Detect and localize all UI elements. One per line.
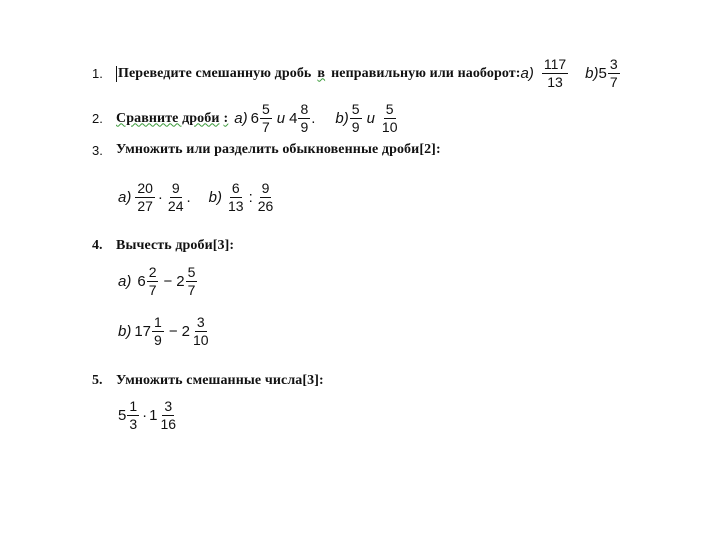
denominator: 7 xyxy=(148,282,157,298)
task-5-whole-2: 1 xyxy=(149,407,158,424)
numerator: 5 xyxy=(351,101,360,117)
numerator: 5 xyxy=(261,101,270,117)
task-1-word-v: в xyxy=(317,65,326,81)
task-2-a-fraction-1 xyxy=(260,101,272,136)
numerator: 1 xyxy=(129,398,138,414)
task-3-b-label: b) xyxy=(208,189,223,206)
task-2-b-fraction-2 xyxy=(380,101,400,136)
task-2-a-whole-1: 6 xyxy=(250,110,259,127)
task-2-text: Сравните дроби xyxy=(116,110,220,126)
task-1 xyxy=(92,56,621,91)
task-3-b-fraction-1 xyxy=(226,180,246,215)
task-3-a-operator: · xyxy=(157,189,163,206)
task-2-number: 2. xyxy=(92,111,103,126)
numerator: 1 xyxy=(154,314,162,330)
task-4-a-fraction-2 xyxy=(186,264,198,299)
denominator: 9 xyxy=(300,119,309,135)
task-2-b-fraction-1 xyxy=(350,101,362,136)
task-3-heading xyxy=(92,142,441,158)
denominator: 26 xyxy=(257,198,274,214)
numerator: 2 xyxy=(148,264,157,280)
task-4-a-whole-2: 2 xyxy=(176,273,185,290)
task-4-b-whole-1: 17 xyxy=(134,323,152,340)
task-4-b-fraction-1 xyxy=(152,314,164,349)
task-4-b-label: b) xyxy=(118,323,132,340)
task-1-b-label: b) xyxy=(585,65,599,82)
task-5-expression xyxy=(118,398,179,433)
task-5-fraction-1 xyxy=(127,398,139,433)
denominator: 9 xyxy=(351,119,360,135)
numerator: 9 xyxy=(261,180,270,196)
denominator: 9 xyxy=(154,332,162,348)
denominator: 3 xyxy=(129,416,138,432)
task-1-b-fraction xyxy=(608,56,620,91)
denominator: 10 xyxy=(381,119,398,135)
task-1-a-fraction xyxy=(542,56,568,91)
task-4-number: 4. xyxy=(92,238,103,253)
task-2-a-fraction-2 xyxy=(298,101,310,136)
task-2-colon: : xyxy=(223,110,229,126)
task-3-b-operator: : xyxy=(248,189,253,206)
denominator: 10 xyxy=(192,332,209,348)
task-1-a-label: a) xyxy=(520,65,534,82)
task-5-whole-1: 5 xyxy=(118,407,127,424)
task-4-a-minus: − xyxy=(163,273,173,290)
task-4-b-expression xyxy=(118,314,212,349)
task-3-b-fraction-2 xyxy=(256,180,276,215)
task-4-a-expression xyxy=(118,264,198,299)
task-2-conjunction-1: и xyxy=(276,110,286,127)
task-3-a-fraction-2 xyxy=(166,180,186,215)
numerator: 3 xyxy=(164,398,173,414)
task-5-number: 5. xyxy=(92,373,103,388)
denominator: 13 xyxy=(547,74,563,90)
task-1-text-2: неправильную или наоборот: xyxy=(331,65,521,81)
task-4-b-minus: − xyxy=(168,323,178,340)
denominator: 27 xyxy=(137,198,153,214)
task-3-dot: . xyxy=(186,189,191,206)
numerator: 20 xyxy=(137,180,153,196)
text-cursor xyxy=(116,66,117,82)
task-3-number: 3. xyxy=(92,142,103,158)
task-3-text: Умножить или разделить обыкновенные дроби[2]: xyxy=(116,142,441,157)
task-2-a-label: a) xyxy=(234,110,248,127)
task-3-a-label: a) xyxy=(118,189,132,206)
task-4-a-whole-1: 6 xyxy=(137,273,146,290)
denominator: 7 xyxy=(187,282,196,298)
task-2-dot: . xyxy=(311,110,316,127)
numerator: 5 xyxy=(187,264,196,280)
numerator: 3 xyxy=(196,314,205,330)
task-4-a-label: a) xyxy=(118,273,132,290)
task-5-heading xyxy=(92,373,324,389)
task-4-b-whole-2: 2 xyxy=(181,323,190,340)
task-1-b-whole: 5 xyxy=(598,65,607,82)
task-4-text: Вычесть дроби[3]: xyxy=(116,238,235,253)
task-1-number: 1. xyxy=(92,66,103,81)
task-3-a-fraction-1 xyxy=(135,180,155,215)
task-5-operator: · xyxy=(142,407,148,424)
numerator: 8 xyxy=(300,101,309,117)
task-4-b-fraction-2 xyxy=(191,314,211,349)
numerator: 3 xyxy=(609,56,618,72)
task-2-b-label: b) xyxy=(335,110,349,127)
denominator: 7 xyxy=(609,74,618,90)
task-4-a-fraction-1 xyxy=(147,264,159,299)
denominator: 13 xyxy=(228,198,244,214)
numerator: 6 xyxy=(231,180,240,196)
task-5-fraction-2 xyxy=(158,398,178,433)
task-4-heading xyxy=(92,238,234,254)
task-1-text: Переведите смешанную дробь xyxy=(118,65,312,81)
task-5-text: Умножить смешанные числа[3]: xyxy=(116,373,324,388)
denominator: 24 xyxy=(167,198,184,214)
numerator: 117 xyxy=(543,56,567,72)
task-2 xyxy=(92,101,400,136)
numerator: 5 xyxy=(385,101,394,117)
task-2-a-whole-2: 4 xyxy=(289,110,298,127)
task-3-expressions xyxy=(118,180,276,215)
numerator: 9 xyxy=(171,180,180,196)
denominator: 16 xyxy=(160,416,177,432)
denominator: 7 xyxy=(261,119,270,135)
task-2-conjunction-2: и xyxy=(366,110,375,127)
